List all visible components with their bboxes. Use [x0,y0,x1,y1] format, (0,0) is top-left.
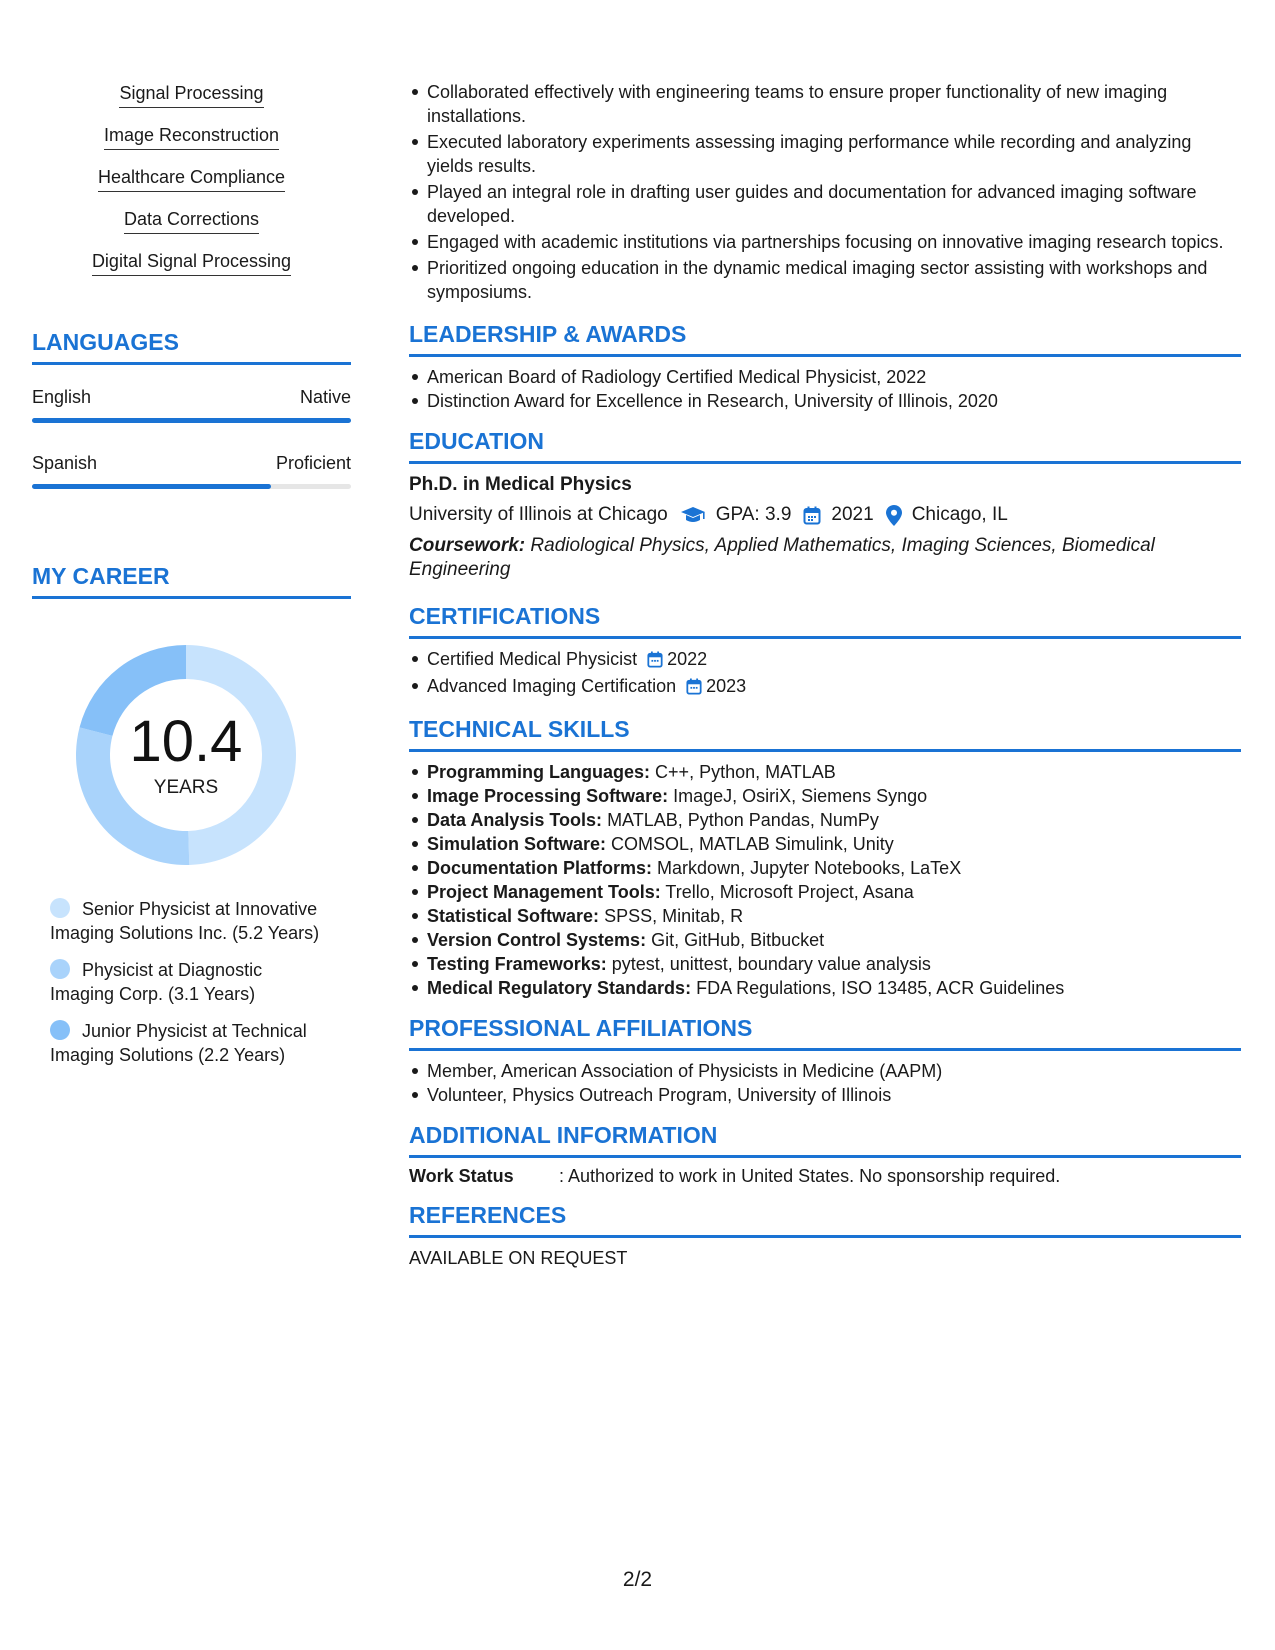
award-item: Distinction Award for Excellence in Research, University of Illinois, 2020 [427,389,1241,413]
certification-year: 2023 [706,676,747,696]
language-bar [32,484,351,489]
coursework-text: Radiological Physics, Applied Mathematics, Imaging Sciences, Biomedical Engineering [409,535,1155,580]
certification-year: 2022 [667,649,708,669]
skill-category: Documentation Platforms: [427,858,653,878]
language-level: Native [299,387,351,407]
skill-category: Programming Languages: [427,762,651,782]
right-column [409,80,1241,1269]
certification-item [427,647,1241,674]
awards-section [409,320,1241,413]
work-status-value: : Authorized to work in United States. No sponsorship required. [559,1166,1061,1186]
technical-skill-item [427,880,1241,904]
calendar-icon [686,677,702,701]
technical-skill-item [427,856,1241,880]
career-heading: MY CAREER [32,562,351,599]
career-total-years: 10.4 [129,709,243,774]
technical-skill-item [427,832,1241,856]
career-legend [50,897,330,1067]
skill-values: Markdown, Jupyter Notebooks, LaTeX [657,858,962,878]
career-legend-label: Junior Physicist at Technical Imaging Solutions (2.2 Years) [50,1021,307,1065]
language-level: Proficient [275,453,351,473]
technical-skill-item [427,784,1241,808]
graduation-cap-icon [680,506,706,524]
references-section [409,1201,1241,1269]
technical-skill-item [427,976,1241,1000]
education-location: Chicago, IL [911,504,1008,525]
education-year: 2021 [831,504,874,525]
skill-category: Testing Frameworks: [427,954,607,974]
legend-dot [50,898,70,918]
calendar-icon [647,650,663,674]
language-item [32,387,351,423]
career-total-unit: YEARS [153,777,219,798]
certifications-section [409,602,1241,701]
page-number: 2/2 [622,1568,653,1591]
languages-heading: LANGUAGES [32,328,351,365]
education-heading: EDUCATION [409,427,1241,464]
education-coursework [409,534,1241,582]
language-item [32,453,351,489]
experience-bullet: Played an integral role in drafting user guides and documentation for advanced imaging software developed. [427,180,1241,228]
skill-values: FDA Regulations, ISO 13485, ACR Guidelines [696,978,1065,998]
education-details [409,504,1241,526]
donut-center [66,635,306,875]
language-bar [32,418,351,423]
skill-category: Statistical Software: [427,906,600,926]
language-bar-fill [32,484,271,489]
technical-skills-section [409,715,1241,1000]
education-degree: Ph.D. in Medical Physics [409,474,632,495]
language-name: English [32,387,92,407]
skill-category: Simulation Software: [427,834,607,854]
career-section [32,562,351,1067]
certification-name: Advanced Imaging Certification [427,676,677,696]
experience-bullets [409,80,1241,304]
language-name: Spanish [32,453,98,473]
affiliations-list [409,1059,1241,1107]
technical-skills-heading: TECHNICAL SKILLS [409,715,1241,752]
skill-item: Data Corrections [124,208,259,234]
awards-list [409,365,1241,413]
skill-category: Medical Regulatory Standards: [427,978,692,998]
technical-skill-item [427,808,1241,832]
technical-skill-item [427,760,1241,784]
career-legend-item [50,1019,330,1067]
experience-bullet: Executed laboratory experiments assessing imaging performance while recording and analyzing yields results. [427,130,1241,178]
legend-dot [50,959,70,979]
skill-values: MATLAB, Python Pandas, NumPy [607,810,879,830]
work-status-label: Work Status [409,1166,514,1186]
certifications-heading: CERTIFICATIONS [409,602,1241,639]
skills-list [32,82,351,292]
work-status-row [409,1166,1241,1187]
affiliation-item: Member, American Association of Physicists in Medicine (AAPM) [427,1059,1241,1083]
skill-values: Git, GitHub, Bitbucket [651,930,825,950]
skill-item: Digital Signal Processing [92,250,291,276]
languages-section [32,328,351,489]
awards-heading: LEADERSHIP & AWARDS [409,320,1241,357]
skill-item: Signal Processing [119,82,263,108]
technical-skills-list [409,760,1241,1000]
education-school: University of Illinois at Chicago [409,504,668,525]
award-item: American Board of Radiology Certified Medical Physicist, 2022 [427,365,1241,389]
coursework-label: Coursework: [409,535,526,556]
left-column [32,82,351,1080]
education-gpa: GPA: 3.9 [715,504,792,525]
education-section [409,427,1241,582]
skill-category: Project Management Tools: [427,882,661,902]
skill-values: C++, Python, MATLAB [655,762,836,782]
technical-skill-item [427,952,1241,976]
affiliations-section [409,1014,1241,1107]
additional-info-section [409,1121,1241,1187]
affiliation-item: Volunteer, Physics Outreach Program, University of Illinois [427,1083,1241,1107]
career-donut-chart [66,635,306,875]
additional-info-heading: ADDITIONAL INFORMATION [409,1121,1241,1158]
legend-dot [50,1020,70,1040]
skill-item: Image Reconstruction [104,124,279,150]
skill-values: COMSOL, MATLAB Simulink, Unity [611,834,894,854]
skill-category: Version Control Systems: [427,930,647,950]
experience-bullet: Collaborated effectively with engineering teams to ensure proper functionality of new imaging installations. [427,80,1241,128]
skill-values: pytest, unittest, boundary value analysis [611,954,931,974]
skill-values: ImageJ, OsiriX, Siemens Syngo [673,786,928,806]
certifications-list [409,647,1241,701]
skill-item: Healthcare Compliance [98,166,285,192]
skill-category: Image Processing Software: [427,786,669,806]
career-legend-item [50,897,330,945]
skill-values: Trello, Microsoft Project, Asana [665,882,914,902]
skill-values: SPSS, Minitab, R [604,906,744,926]
affiliations-heading: PROFESSIONAL AFFILIATIONS [409,1014,1241,1051]
calendar-icon [803,506,821,525]
references-text: AVAILABLE ON REQUEST [409,1248,628,1268]
certification-item [427,674,1241,701]
technical-skill-item [427,904,1241,928]
career-legend-item [50,958,330,1006]
language-bar-fill [32,418,351,423]
career-legend-label: Senior Physicist at Innovative Imaging Solutions Inc. (5.2 Years) [50,899,320,943]
experience-bullet: Engaged with academic institutions via partnerships focusing on innovative imaging research topics. [427,230,1241,254]
technical-skill-item [427,928,1241,952]
career-legend-label: Physicist at Diagnostic Imaging Corp. (3.1 Years) [50,960,263,1004]
references-heading: REFERENCES [409,1201,1241,1238]
certification-name: Certified Medical Physicist [427,649,638,669]
skill-category: Data Analysis Tools: [427,810,603,830]
location-pin-icon [886,505,902,526]
experience-bullet: Prioritized ongoing education in the dynamic medical imaging sector assisting with workshops and symposiums. [427,256,1241,304]
